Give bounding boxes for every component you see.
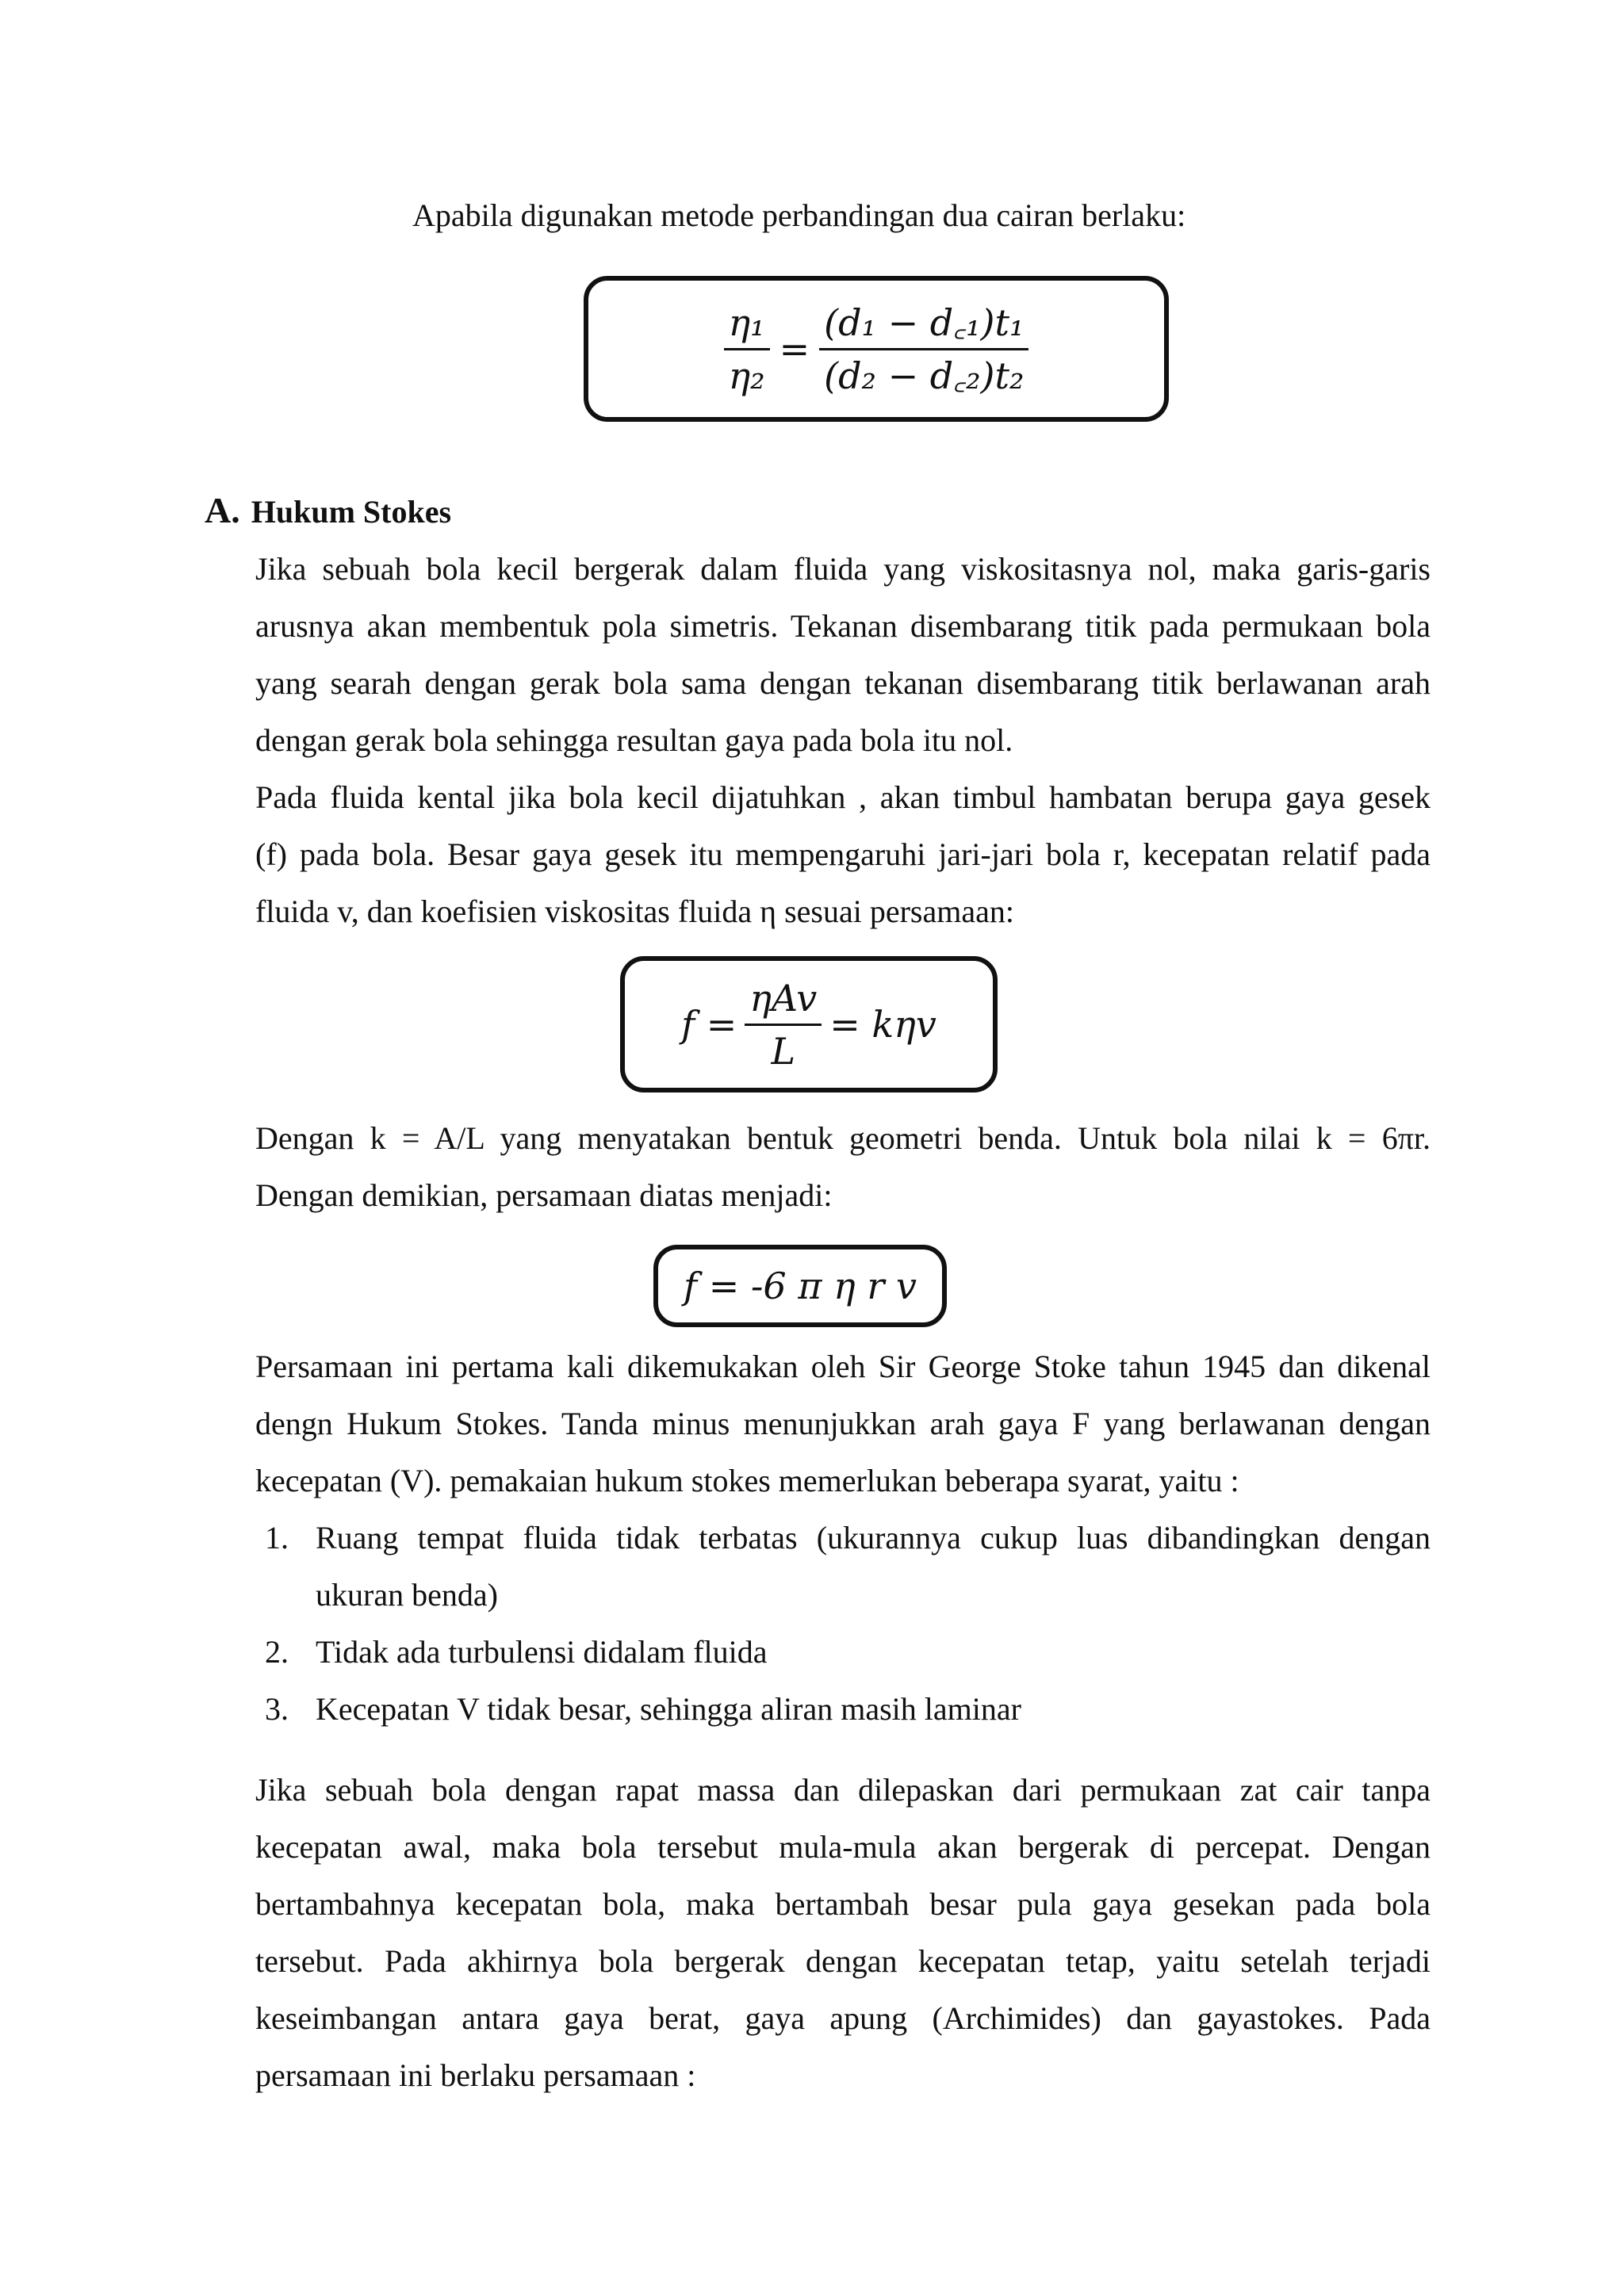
para3-line: Dengan demikian, persamaan diatas menjadi: bbox=[255, 1177, 833, 1213]
list-item-text: Ruang tempat fluida tidak terbatas (ukurannya cukup luas dibandingkan dengan bbox=[316, 1520, 1431, 1556]
list-item-text: Kecepatan V tidak besar, sehingga aliran masih laminar bbox=[316, 1691, 1021, 1727]
para4-line: kecepatan (V). pemakaian hukum stokes memerlukan beberapa syarat, yaitu : bbox=[255, 1463, 1239, 1498]
para1-line: Jika sebuah bola kecil bergerak dalam fluida yang viskositasnya nol, maka garis-garis bbox=[255, 551, 1431, 587]
para1-line: yang searah dengan gerak bola sama dengan tekanan disembarang titik berlawanan arah bbox=[255, 665, 1431, 701]
section-title: Hukum Stokes bbox=[251, 494, 452, 530]
equation-box-viscosity-ratio bbox=[584, 276, 1169, 422]
eq1-rhs-denominator: (d₂ − d꜀₂)t₂ bbox=[824, 354, 1025, 397]
fraction-rhs bbox=[819, 297, 1028, 401]
eq2-lhs: f = bbox=[681, 1003, 737, 1046]
eq1-equals: = bbox=[779, 327, 810, 370]
para4-line: dengn Hukum Stokes. Tanda minus menunjukkan arah gaya F yang berlawanan dengan bbox=[255, 1406, 1431, 1441]
list-number: 2. bbox=[265, 1634, 289, 1670]
equation-stokes-law: f = -6 π η r v bbox=[684, 1265, 917, 1307]
equation-friction-force bbox=[625, 961, 993, 1088]
fraction-lhs bbox=[724, 297, 770, 401]
list-number: 1. bbox=[265, 1520, 289, 1556]
list-item-text: ukuran benda) bbox=[316, 1577, 498, 1613]
para1-line: dengan gerak bola sehingga resultan gaya pada bola itu nol. bbox=[255, 722, 1013, 758]
para1-line: arusnya akan membentuk pola simetris. Tekanan disembarang titik pada permukaan bola bbox=[255, 608, 1431, 644]
para4-line: Persamaan ini pertama kali dikemukakan oleh Sir George Stoke tahun 1945 dan dikenal bbox=[255, 1349, 1431, 1384]
para5-line: keseimbangan antara gaya berat, gaya apung (Archimides) dan gayastokes. Pada bbox=[255, 2000, 1431, 2036]
list-item-text: Tidak ada turbulensi didalam fluida bbox=[316, 1634, 768, 1670]
list-number: 3. bbox=[265, 1691, 289, 1727]
eq2-numerator: ηAv bbox=[749, 976, 818, 1020]
para5-line: Jika sebuah bola dengan rapat massa dan dilepaskan dari permukaan zat cair tanpa bbox=[255, 1772, 1431, 1808]
eq1-lhs-denominator: η₂ bbox=[728, 354, 765, 397]
eq2-denominator: L bbox=[771, 1029, 796, 1073]
eq1-rhs-numerator: (d₁ − d꜀₁)t₁ bbox=[824, 300, 1025, 344]
intro-text: Apabila digunakan metode perbandingan dua cairan berlaku: bbox=[412, 197, 1186, 233]
para2-line: Pada fluida kental jika bola kecil dijatuhkan , akan timbul hambatan berupa gaya gesek bbox=[255, 779, 1431, 815]
section-heading bbox=[205, 490, 451, 533]
equation-box-friction-force bbox=[620, 956, 998, 1093]
para5-line: tersebut. Pada akhirnya bola bergerak dengan kecepatan tetap, yaitu setelah terjadi bbox=[255, 1943, 1431, 1979]
para5-line: bertambahnya kecepatan bola, maka bertambah besar pula gaya gesekan pada bola bbox=[255, 1886, 1431, 1922]
para3-line: Dengan k = A/L yang menyatakan bentuk geometri benda. Untuk bola nilai k = 6πr. bbox=[255, 1120, 1431, 1156]
para5-line: kecepatan awal, maka bola tersebut mula-mula akan bergerak di percepat. Dengan bbox=[255, 1829, 1431, 1865]
equation-viscosity-ratio bbox=[588, 281, 1164, 417]
para5-line: persamaan ini berlaku persamaan : bbox=[255, 2057, 696, 2093]
eq2-fraction bbox=[745, 973, 822, 1077]
eq1-lhs-numerator: η₁ bbox=[728, 300, 765, 344]
para2-line: (f) pada bola. Besar gaya gesek itu mempengaruhi jari-jari bola r, kecepatan relatif pada bbox=[255, 836, 1431, 872]
section-letter: A. bbox=[205, 490, 240, 530]
equation-box-stokes-law bbox=[653, 1245, 947, 1327]
para2-line: fluida v, dan koefisien viskositas fluida η sesuai persamaan: bbox=[255, 894, 1014, 929]
eq2-rhs: = kηv bbox=[829, 1003, 936, 1046]
